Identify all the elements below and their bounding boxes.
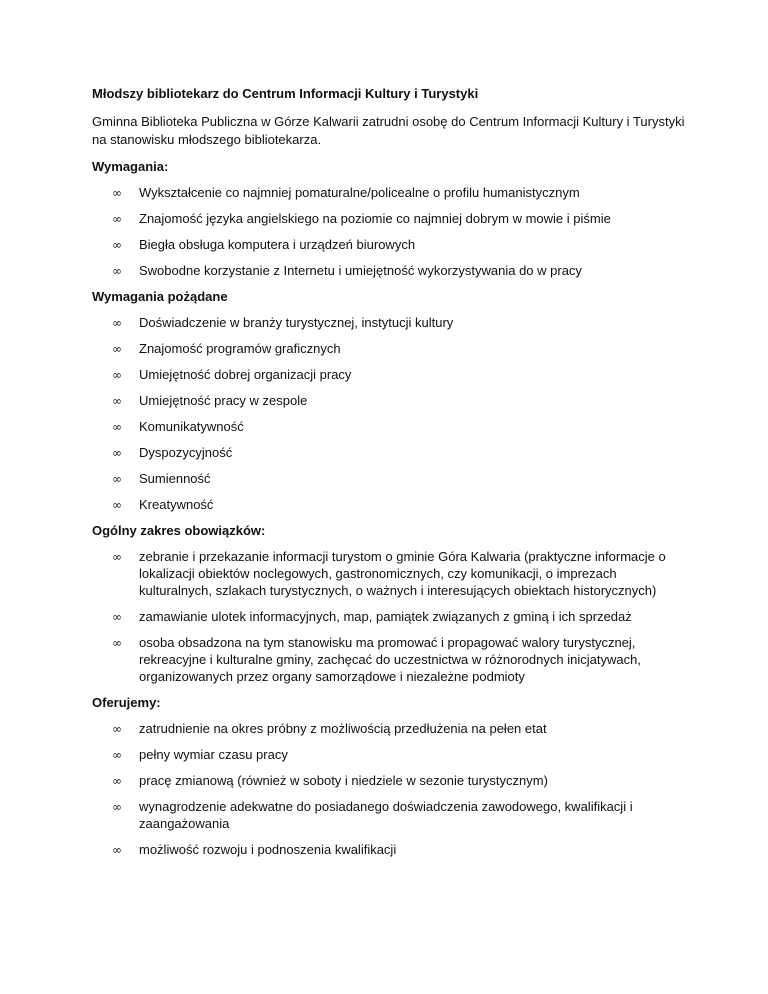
list-item [92,634,692,685]
list-item [92,772,692,789]
bullet-icon: ∞ [112,843,122,857]
list-item [92,392,692,409]
bullet-icon: ∞ [112,636,122,650]
requirements-heading: Wymagania: [92,159,169,174]
list-item [92,746,692,763]
bullet-icon: ∞ [112,498,122,512]
list-item [92,444,692,461]
list-item-text: Znajomość programów graficznych [139,341,341,356]
list-item-text: Kreatywność [139,497,214,512]
bullet-icon: ∞ [112,394,122,408]
list-item-text: możliwość rozwoju i podnoszenia kwalifikacji [139,842,397,857]
desired-heading: Wymagania pożądane [92,289,228,304]
list-item-text: Znajomość języka angielskiego na poziomie co najmniej dobrym w mowie i piśmie [139,211,611,226]
list-item [92,184,692,201]
document-title: Młodszy bibliotekarz do Centrum Informacji Kultury i Turystyki [92,86,479,101]
bullet-icon: ∞ [112,186,122,200]
list-item-text: zebranie i przekazanie informacji turystom o gminie Góra Kalwaria (praktyczne informacje o lokalizacji obiektów noclegowych, gastronomicznych, czy komunikacji, o imprezach kulturalnych, szlakach turystycznych, o ważnych i interesujących obiektach historycznych) [139,549,666,598]
list-item-text: Umiejętność pracy w zespole [139,393,308,408]
list-item [92,548,692,599]
list-item [92,720,692,737]
offer-heading: Oferujemy: [92,695,161,710]
list-item [92,608,692,625]
list-item [92,470,692,487]
bullet-icon: ∞ [112,316,122,330]
bullet-icon: ∞ [112,722,122,736]
bullet-icon: ∞ [112,774,122,788]
bullet-icon: ∞ [112,550,122,564]
bullet-icon: ∞ [112,368,122,382]
bullet-icon: ∞ [112,212,122,226]
intro-paragraph: Gminna Biblioteka Publiczna w Górze Kalwarii zatrudni osobę do Centrum Informacji Kultury i Turystyki na stanowisku młodszego bibliotekarza. [92,114,685,147]
list-item-text: pełny wymiar czasu pracy [139,747,288,762]
list-item [92,340,692,357]
list-item-text: zamawianie ulotek informacyjnych, map, pamiątek związanych z gminą i ich sprzedaż [139,609,632,624]
bullet-icon: ∞ [112,420,122,434]
list-item [92,210,692,227]
list-item-text: osoba obsadzona na tym stanowisku ma promować i propagować walory turystycznej, rekreacyjne i kulturalne gminy, zachęcać do uczestnictwa w różnorodnych inicjatywach, organizowanych przez organy samorządowe i niezależne podmioty [139,635,641,684]
list-item-text: Wykształcenie co najmniej pomaturalne/policealne o profilu humanistycznym [139,185,580,200]
list-item-text: Komunikatywność [139,419,244,434]
duties-heading: Ogólny zakres obowiązków: [92,523,266,538]
bullet-icon: ∞ [112,472,122,486]
bullet-icon: ∞ [112,264,122,278]
list-item-text: Biegła obsługa komputera i urządzeń biurowych [139,237,416,252]
list-item [92,236,692,253]
bullet-icon: ∞ [112,610,122,624]
list-item-text: wynagrodzenie adekwatne do posiadanego doświadczenia zawodowego, kwalifikacji i zaangażowania [139,799,633,831]
list-item-text: Swobodne korzystanie z Internetu i umiejętność wykorzystywania do w pracy [139,263,582,278]
bullet-icon: ∞ [112,342,122,356]
requirements-list [92,184,692,279]
bullet-icon: ∞ [112,748,122,762]
list-item-text: pracę zmianową (również w soboty i niedziele w sezonie turystycznym) [139,773,548,788]
list-item-text: Doświadczenie w branży turystycznej, instytucji kultury [139,315,454,330]
list-item-text: Umiejętność dobrej organizacji pracy [139,367,352,382]
list-item [92,496,692,513]
bullet-icon: ∞ [112,238,122,252]
list-item [92,418,692,435]
list-item [92,798,692,832]
list-item-text: Sumienność [139,471,211,486]
duties-list [92,548,692,685]
list-item [92,366,692,383]
list-item-text: Dyspozycyjność [139,445,233,460]
list-item [92,262,692,279]
document-page [92,85,692,867]
list-item [92,314,692,331]
bullet-icon: ∞ [112,800,122,814]
list-item [92,841,692,858]
list-item-text: zatrudnienie na okres próbny z możliwością przedłużenia na pełen etat [139,721,547,736]
desired-list [92,314,692,513]
offer-list [92,720,692,858]
bullet-icon: ∞ [112,446,122,460]
